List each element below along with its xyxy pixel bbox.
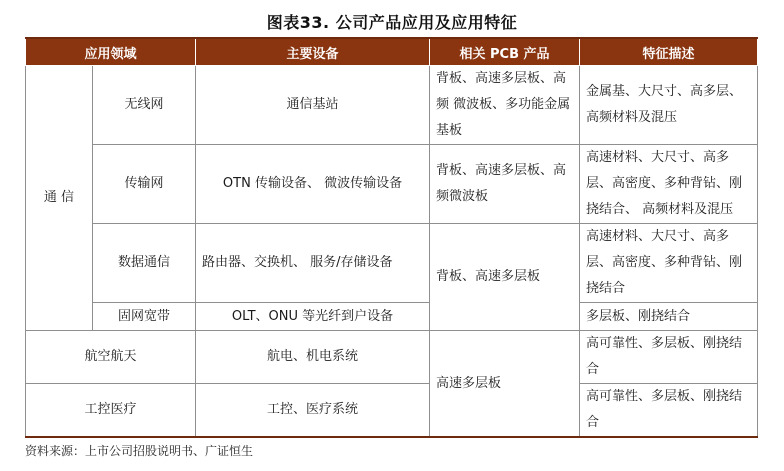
pcb-transmission: 背板、高速多层板、高频微波板	[430, 145, 580, 224]
table-row	[26, 331, 758, 384]
table-row	[26, 145, 758, 224]
table-row	[26, 66, 758, 145]
features-data-comm: 高速材料、大尺寸、高多层、高密度、多种背钻、刚挠结合	[580, 224, 758, 303]
subfield-fixed-broadband: 固网宽带	[93, 303, 196, 331]
field-aerospace: 航空航天	[26, 331, 196, 384]
features-industrial-medical: 高可靠性、多层板、刚挠结合	[580, 384, 758, 438]
pcb-wireless: 背板、高速多层板、高频 微波板、多功能金属基板	[430, 66, 580, 145]
subfield-wireless: 无线网	[93, 66, 196, 145]
subfield-transmission: 传输网	[93, 145, 196, 224]
subfield-data-comm: 数据通信	[93, 224, 196, 303]
pcb-data-fixed: 背板、高速多层板	[430, 224, 580, 331]
features-aerospace: 高可靠性、多层板、刚挠结合	[580, 331, 758, 384]
equipment-data-comm: 路由器、交换机、 服务/存储设备	[196, 224, 430, 303]
header-features: 特征描述	[580, 38, 758, 66]
table-title: 图表33. 公司产品应用及应用特征	[266, 13, 518, 32]
header-row	[26, 38, 758, 66]
features-wireless: 金属基、大尺寸、高多层、高频材料及混压	[580, 66, 758, 145]
table-row	[26, 224, 758, 303]
equipment-fixed-broadband: OLT、ONU 等光纤到户设备	[196, 303, 430, 331]
table-row	[26, 384, 758, 438]
features-transmission: 高速材料、大尺寸、高多层、高密度、多种背钻、刚挠结合、 高频材料及混压	[580, 145, 758, 224]
table-row	[26, 303, 758, 331]
field-communication: 通 信	[26, 66, 93, 331]
source-note: 资料来源：上市公司招股说明书、广证恒生	[25, 444, 254, 458]
features-fixed-broadband: 多层板、刚挠结合	[580, 303, 758, 331]
application-table	[25, 37, 758, 438]
field-industrial-medical: 工控医疗	[26, 384, 196, 438]
pcb-aero-industrial: 高速多层板	[430, 331, 580, 438]
header-equipment: 主要设备	[196, 38, 430, 66]
equipment-aerospace: 航电、机电系统	[196, 331, 430, 384]
equipment-transmission: OTN 传输设备、 微波传输设备	[196, 145, 430, 224]
header-pcb: 相关 PCB 产品	[430, 38, 580, 66]
header-field: 应用领域	[26, 38, 196, 66]
equipment-wireless: 通信基站	[196, 66, 430, 145]
equipment-industrial-medical: 工控、医疗系统	[196, 384, 430, 438]
